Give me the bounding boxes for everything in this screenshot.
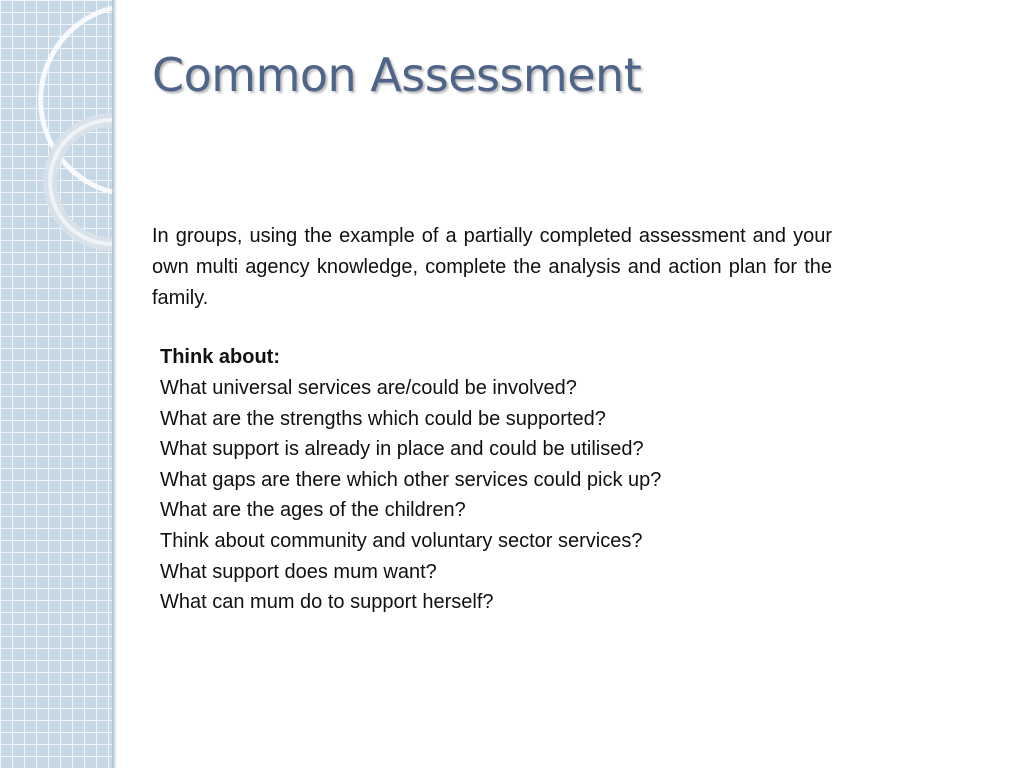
- question-item: What support is already in place and could be utilised?: [160, 438, 644, 461]
- question-item: What are the strengths which could be supported?: [160, 407, 606, 430]
- question-item: What are the ages of the children?: [160, 499, 466, 522]
- question-item: What support does mum want?: [160, 560, 437, 583]
- question-item: What can mum do to support herself?: [160, 591, 494, 614]
- question-item: What gaps are there which other services could pick up?: [160, 468, 662, 491]
- question-item: Think about community and voluntary sector services?: [160, 529, 643, 552]
- decorative-rings: [0, 0, 140, 260]
- think-about-section: [160, 342, 880, 618]
- think-about-heading: Think about:: [160, 346, 280, 368]
- question-list: [160, 373, 880, 618]
- slide-title: Common Assessment: [152, 48, 642, 102]
- intro-paragraph: In groups, using the example of a partially completed assessment and your own multi agency knowledge, complete the analysis and action plan for the family.: [152, 225, 832, 309]
- question-item: What universal services are/could be involved?: [160, 377, 577, 399]
